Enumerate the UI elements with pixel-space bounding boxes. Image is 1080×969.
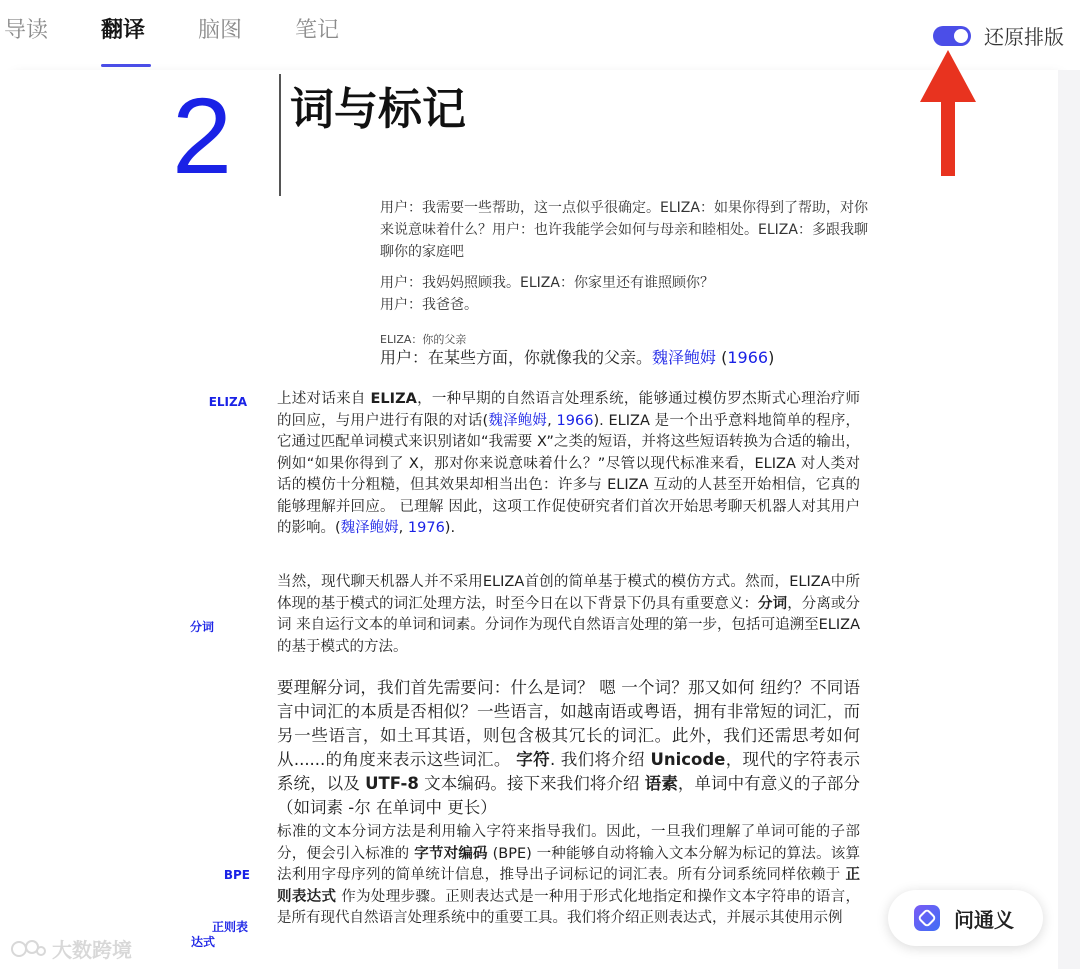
tab-translate[interactable]: 翻译 xyxy=(101,18,146,43)
term-regex: 正则表达式 xyxy=(277,867,860,905)
tab-mindmap[interactable]: 脑图 xyxy=(198,18,243,43)
text: 上述对话来自 xyxy=(277,391,371,407)
page-side-shadow xyxy=(1058,70,1080,969)
toggle-switch-icon[interactable] xyxy=(933,26,971,46)
text: 标准的文本分词方法是利用输入字符来指导我们。因此，一旦我们理解了单词可能的子部分，便会引入标准的 xyxy=(277,824,860,862)
tab-guide[interactable]: 导读 xyxy=(4,18,49,43)
text: ，单词中有意义的子部分（如词素 -尔 在单词中 更长） xyxy=(277,774,860,817)
chapter-title: 词与标记 xyxy=(290,84,466,135)
paragraph-tokenization xyxy=(277,572,860,658)
paragraph-eliza xyxy=(277,389,860,540)
tab-notes[interactable]: 笔记 xyxy=(295,18,340,43)
watermark-text: 大数跨境 xyxy=(52,938,132,962)
dialog-last-text: 用户：在某些方面，你就像我的父亲。 xyxy=(380,348,653,367)
paragraph-words xyxy=(277,676,860,820)
text: 文本编码。接下来我们将介绍 xyxy=(418,774,645,793)
text: 要理解分词，我们首先需要问：什么是词？ 嗯 一个词？那又如何 纽约？不同语言中词汇的本质是否相似？一些语言，如越南语或粤语，拥有非常短的词汇，而另一些语言，如土耳其语，则包含极其冗长的词汇。此外，我们还需思考如何从......的角度来表示这些词汇。 xyxy=(277,678,860,769)
red-arrow-shaft-icon xyxy=(941,96,955,176)
margin-note-regex-line2: 达式 xyxy=(191,935,216,949)
margin-note-eliza: ELIZA xyxy=(208,395,247,409)
ask-tongyi-button[interactable] xyxy=(888,890,1043,946)
text: ). xyxy=(444,520,456,536)
paragraph-bpe xyxy=(277,822,860,930)
margin-note-regex-line1: 正则表 xyxy=(211,920,248,934)
active-tab-indicator xyxy=(101,64,151,67)
paren: ) xyxy=(768,348,775,367)
margin-note-bpe: BPE xyxy=(223,868,250,882)
text: ，一种早期的自然语言处理系统，能够通过模仿罗杰斯式心理治疗师的回应，与用户进行有限的对话( xyxy=(277,391,861,429)
citation-year-link[interactable]: 1976 xyxy=(407,520,445,536)
term-characters: 字符 xyxy=(516,750,550,769)
text: 当然，现代聊天机器人并不采用ELIZA首创的简单基于模式的模仿方式。然而，ELIZA中所体现的基于模式的词汇处理方法，时至今日在以下背景下仍具有重要意义： xyxy=(277,574,860,612)
toggle-knob xyxy=(954,29,968,43)
text: 作为处理步骤。正则表达式是一种用于形式化地指定和操作文本字符串的语言，是所有现代自然语言处理系统中的重要工具。我们将介绍正则表达式，并展示其使用示例 xyxy=(277,888,861,926)
citation-link[interactable]: 魏泽鲍姆 xyxy=(652,348,717,367)
term-morphemes: 语素 xyxy=(644,774,678,793)
dialog-small-line: ELIZA：你的父亲 xyxy=(380,333,467,346)
dialog-excerpt-1: 用户：我需要一些帮助，这一点似乎很确定。ELIZA：如果你得到了帮助，对你来说意味着什么？用户：也许我能学会如何与母亲和睦相处。ELIZA：多跟我聊聊你的家庭吧 xyxy=(380,200,868,260)
text: . 我们将介绍 xyxy=(549,750,651,769)
dialog-last-line xyxy=(380,345,774,371)
dialog-excerpt-2b: 用户：我爸爸。 xyxy=(380,297,478,313)
chapter-divider xyxy=(279,74,281,196)
restore-layout-toggle[interactable] xyxy=(933,21,1064,50)
paren: ( xyxy=(716,348,728,367)
term-eliza: ELIZA xyxy=(370,391,417,407)
margin-note-tokenize: 分词 xyxy=(189,620,214,634)
text: , xyxy=(398,520,408,536)
ask-tongyi-label: 问通义 xyxy=(954,907,1014,932)
dialog-excerpt-2a: 用户：我妈妈照顾我。ELIZA：你家里还有谁照顾你？ xyxy=(380,275,714,291)
text: (BPE) 一种能够自动将输入文本分解为标记的算法。该算法利用字母序列的简单统计信息，推导出子词标记的词汇表。所有分词系统同样依赖于 xyxy=(277,845,861,883)
text: , xyxy=(547,412,557,429)
margin-note-regex xyxy=(188,920,248,950)
term-unicode: Unicode xyxy=(650,750,726,769)
term-bpe: 字节对编码 xyxy=(414,845,488,862)
term-utf8: UTF-8 xyxy=(365,774,419,793)
citation-year-link[interactable]: 1966 xyxy=(727,348,769,367)
citation-link[interactable]: 魏泽鲍姆 xyxy=(488,412,548,429)
term-tokenization: 分词 xyxy=(758,595,788,612)
tongyi-icon xyxy=(914,905,940,931)
logo-icon xyxy=(10,938,46,960)
citation-link[interactable]: 魏泽鲍姆 xyxy=(340,520,399,536)
chapter-number: 2 xyxy=(172,75,233,196)
text: ，分离或分词 来自运行文本的单词和词素。分词作为现代自然语言处理的第一步，包括可追溯至ELIZA的基于模式的方法。 xyxy=(277,595,861,655)
top-tab-bar xyxy=(0,0,1080,70)
text: ，现代的字符表示系统，以及 xyxy=(277,750,860,793)
citation-year-link[interactable]: 1966 xyxy=(556,412,594,429)
text: ). ELIZA 是一个出乎意料地简单的程序，它通过匹配单词模式来识别诸如“我需要 X”之类的短语，并将这些短语转换为合适的输出，例如“如果你得到了 X，那对你来说意味着什么？”尽管以现代标准来看，ELIZA 对人类对话的模仿十分粗糙，但其效果却相当出色：许多与 ELIZA 互动的人甚至开始相信，它真的能够理解并回应。 已理解 因此，这项工作促使研究者们首次开始思考聊天机器人对其用户的影响。( xyxy=(277,412,861,536)
watermark xyxy=(10,934,132,963)
red-arrow-head-icon xyxy=(920,50,976,102)
restore-layout-label: 还原排版 xyxy=(984,25,1064,49)
